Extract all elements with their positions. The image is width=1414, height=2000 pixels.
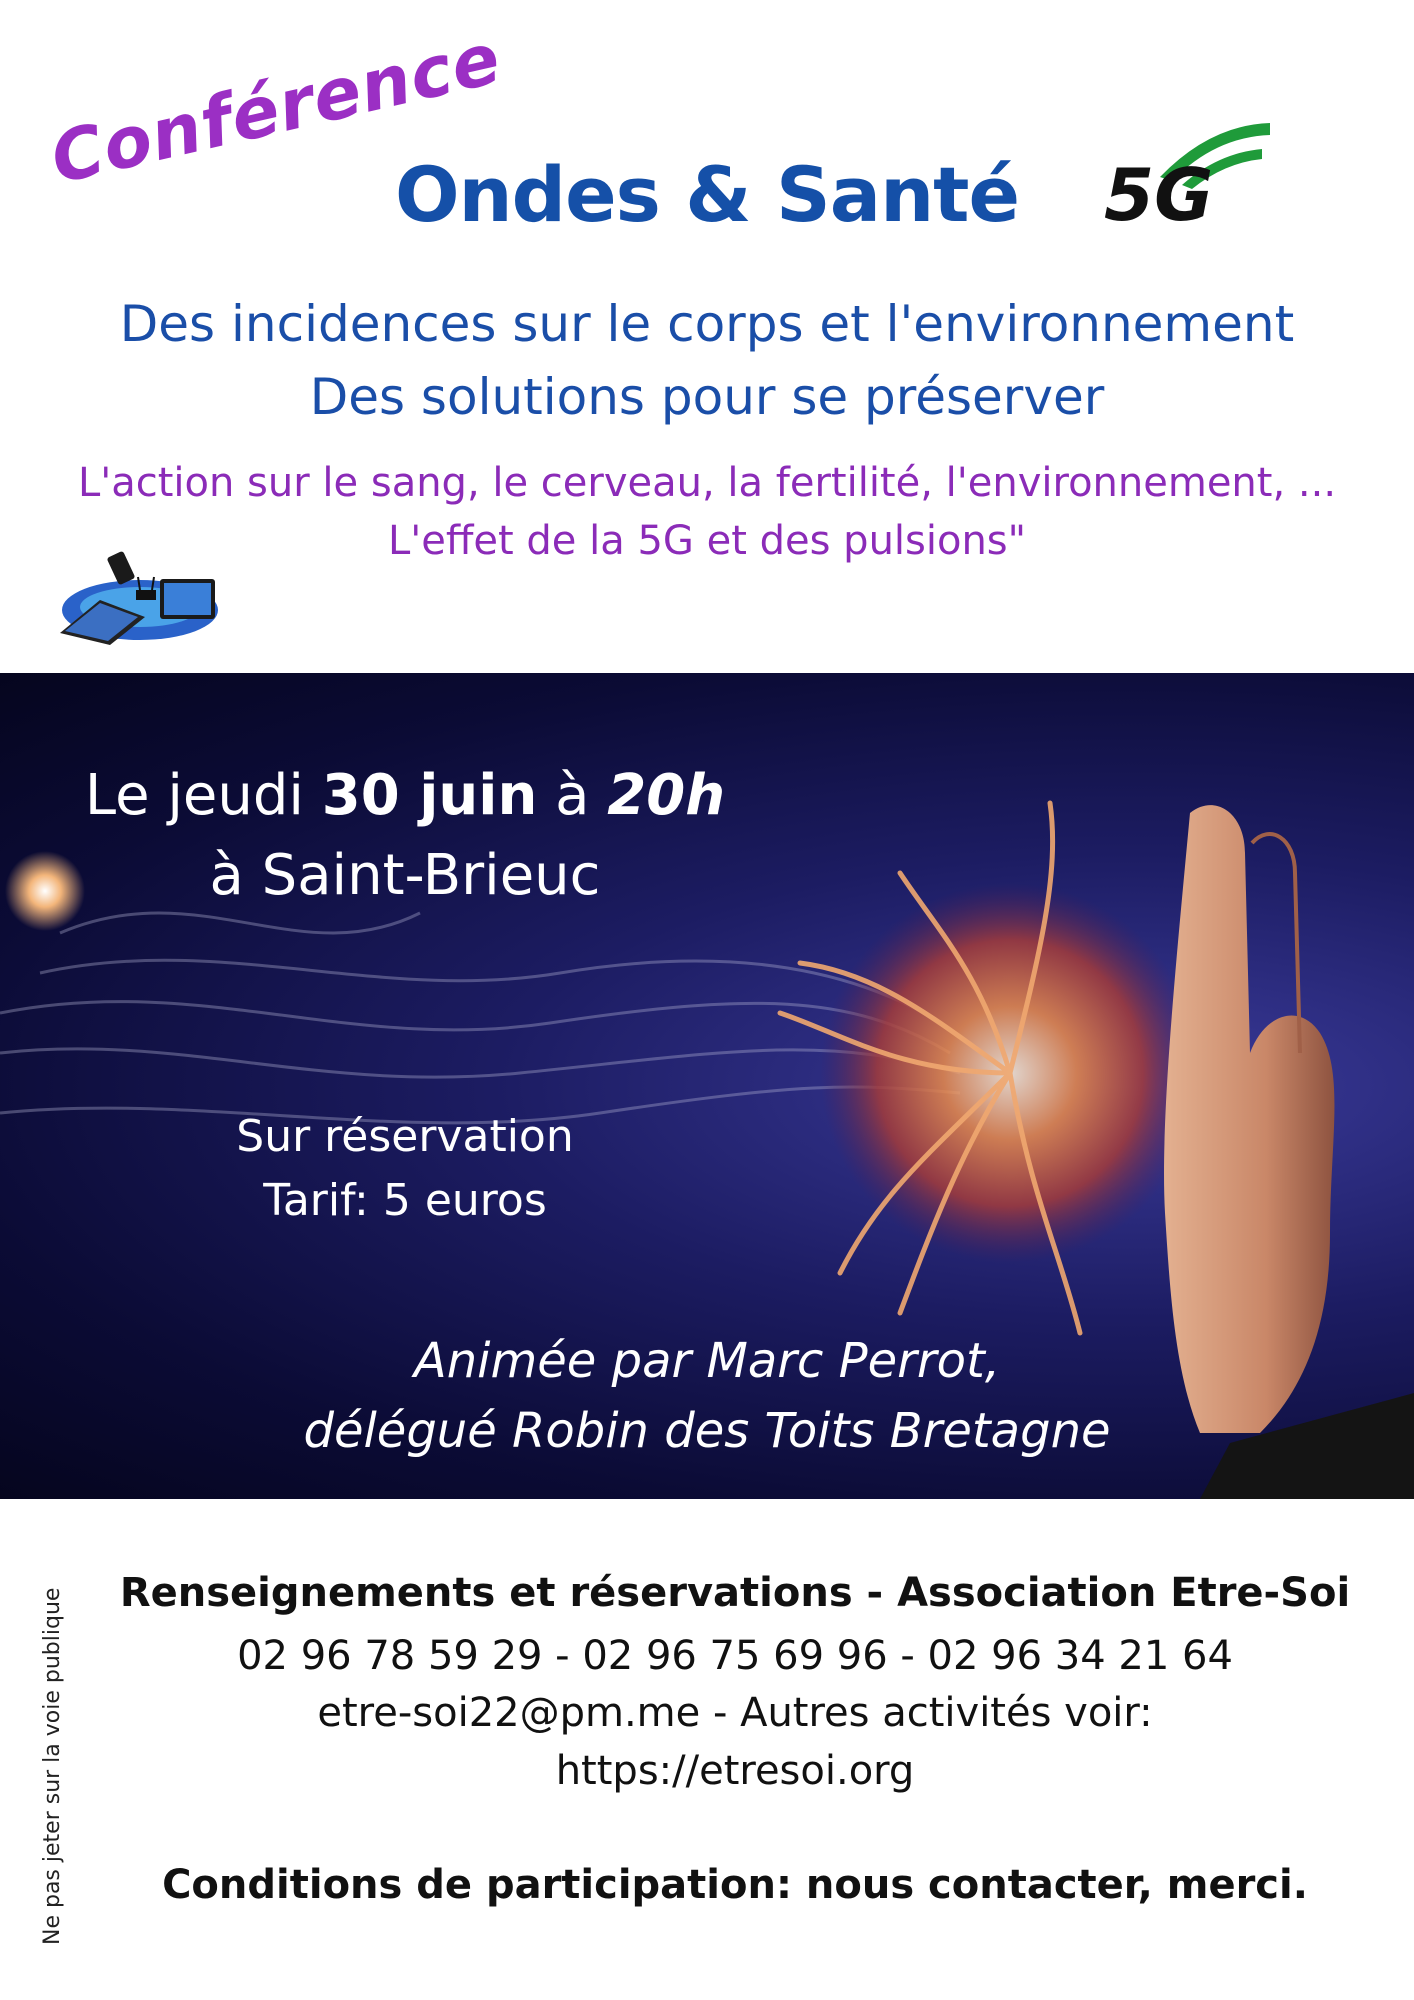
5g-logo-text: 5G (1104, 153, 1214, 235)
host-line-2: délégué Robin des Toits Bretagne (303, 1403, 1111, 1459)
price: Tarif: 5 euros (263, 1175, 547, 1226)
date-mid: à (537, 763, 608, 828)
event-place: à Saint-Brieuc (209, 843, 601, 908)
subtitle-line-1: Des incidences sur le corps et l'environnement (119, 295, 1295, 353)
date-day: 30 juin (321, 763, 538, 828)
event-banner (0, 673, 1414, 1499)
conditions-note: Conditions de participation: nous contacter, merci. (162, 1862, 1308, 1908)
event-date (0, 763, 810, 828)
5g-logo-icon (1100, 115, 1280, 235)
contact-heading: Renseignements et réservations - Association Etre-Soi (119, 1570, 1351, 1616)
details-line-1: L'action sur le sang, le cerveau, la fertilité, l'environnement, ... (77, 460, 1337, 506)
conference-label: Conférence (43, 17, 509, 200)
email-line: etre-soi22@pm.me - Autres activités voir: (317, 1690, 1153, 1736)
date-prefix: Le jeudi (84, 763, 322, 828)
subtitle-line-2: Des solutions pour se préserver (309, 368, 1105, 426)
website-link[interactable]: https://etresoi.org (555, 1748, 915, 1794)
details-line-2: L'effet de la 5G et des pulsions" (387, 518, 1027, 564)
phone-numbers: 02 96 78 59 29 - 02 96 75 69 96 - 02 96 34 21 64 (237, 1633, 1233, 1679)
host-name: Animée par Marc Perrot, (413, 1333, 1001, 1389)
wireless-devices-icon (50, 545, 230, 645)
event-time: 20h (607, 763, 726, 828)
reservation-note: Sur réservation (236, 1111, 574, 1162)
host-line-1 (0, 1333, 1414, 1389)
vertical-disposal-note: Ne pas jeter sur la voie publique (40, 1587, 65, 1945)
page-title: Ondes & Santé (394, 150, 1020, 239)
